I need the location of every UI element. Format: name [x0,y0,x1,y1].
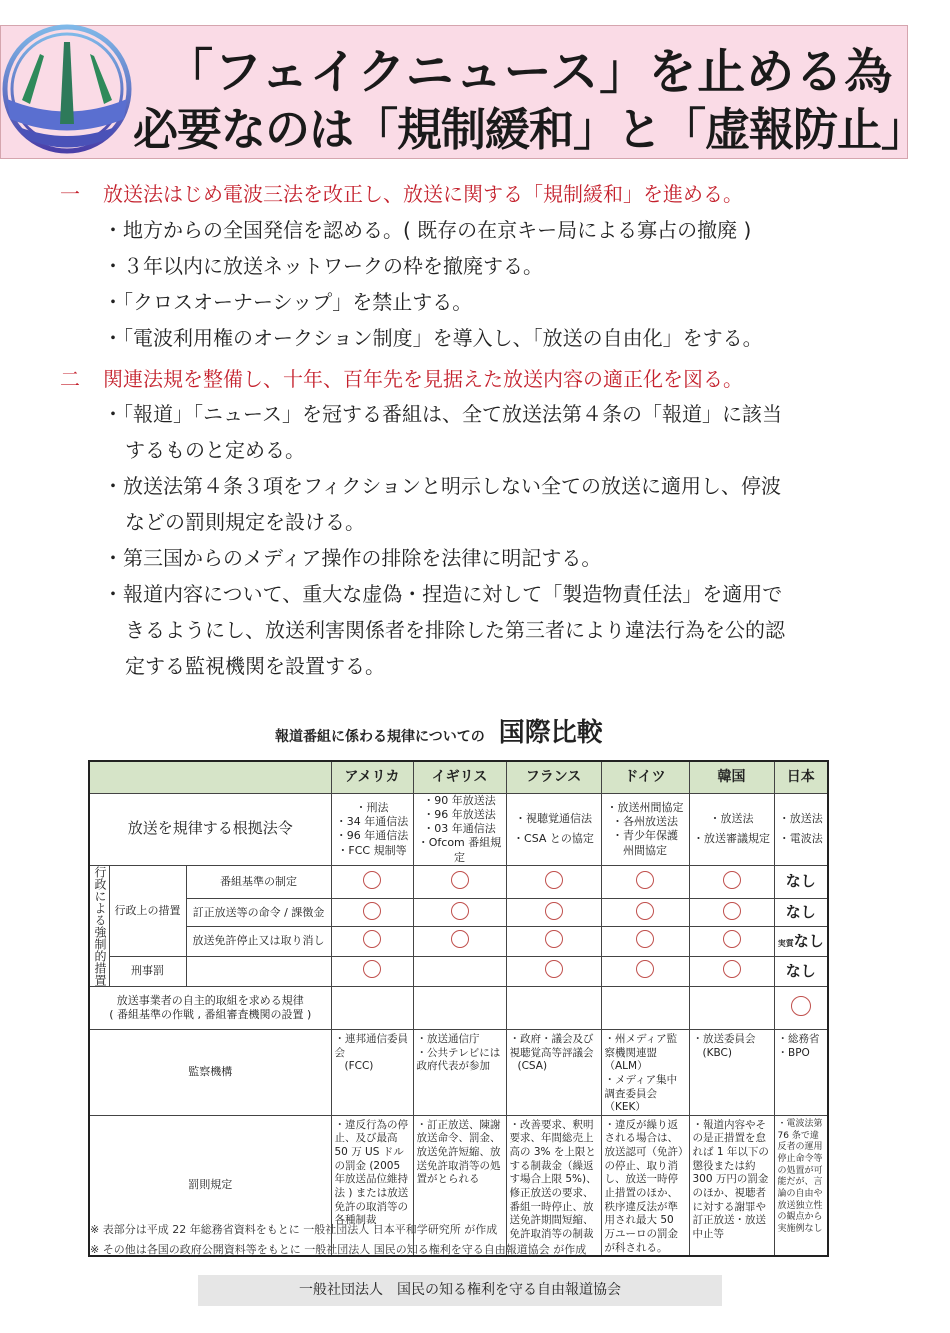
title-line-1: 「フェイクニュース」を止める為 [165,44,894,100]
cell-line: ・連邦通信委員会 [334,1032,408,1059]
circle-mark-icon [545,960,563,978]
list-item: ・地方からの全国発信を認める。( 既存の在京キー局による寡占の撤廃 ) [103,218,752,242]
cell-line: 州間協定 [623,843,667,857]
cell: ・違反行為の停止、及び最高 50 万 US ドルの罰金 (2005 年放送品位維持法 ) または放送免許の取消等の各種制裁 [331,1115,413,1256]
circle-mark-icon [451,871,469,889]
circle-mark-icon [636,960,654,978]
cell-nashi [774,927,828,956]
section-number-1: 一 [60,182,80,206]
group-label: 行政による強制的措置 [89,865,109,986]
cell [413,927,506,956]
cell [774,1029,828,1115]
cell-nashi: なし [774,956,828,986]
row-label: 罰則規定 [89,1115,331,1256]
row-label: 刑事罰 [109,956,186,986]
header-blank [89,761,331,793]
circle-mark-icon [791,996,811,1016]
source-note: ※ その他は各国の政府公開資料等をもとに 一般社団法人 国民の知る権利を守る自由報道協会 が作成 [90,1243,587,1256]
cell-line: ・FCC 規制等 [337,843,407,857]
table-row [89,1029,828,1115]
list-item: ・「クロスオーナーシップ」を禁止する。 [103,290,473,314]
cell-line: ・各州放送法 [612,814,678,828]
circle-mark-icon [363,960,381,978]
circle-mark-icon [545,930,563,948]
cell: ・違反が繰り返される場合は、放送認可（免許）の停止、取り消し、放送一時停止措置のほか、秩序違反法が準用され最大 50 万ユーロの罰金が科される。 [601,1115,689,1256]
circle-mark-icon [723,871,741,889]
cell: ・報道内容やその是正措置を怠れば 1 年以下の懲役または約 300 万円の罰金のほか、視聴者に対する謝罪や訂正放送・放送中止等 [689,1115,774,1256]
list-item: ・「報道」「ニュース」を冠する番組は、全て放送法第４条の「報道」に該当 [103,402,782,426]
row-label: 訂正放送等の命令 / 課徴金 [186,899,331,927]
country-header: 日本 [774,761,828,793]
circle-mark-icon [636,902,654,920]
title-line-2: 必要なのは「規制緩和」と「虚報防止」 [133,103,926,156]
cell [331,865,413,898]
list-item-cont: 定する監視機関を設置する。 [125,654,385,678]
table-row [89,927,828,956]
cell-line: ・メディア集中調査委員会（KEK） [604,1073,678,1114]
cell-nashi: なし [774,865,828,898]
country-header: 韓国 [689,761,774,793]
cell [331,956,413,986]
circle-mark-icon [723,960,741,978]
admin-label: 行政上の措置 [109,865,186,956]
row-label: 放送免許停止又は取り消し [186,927,331,956]
jisshitsu-label: 実質 [777,938,794,948]
cell-line: (FCC) [344,1060,374,1073]
circle-mark-icon [636,930,654,948]
cell-line: ・青少年保護 [612,829,678,843]
law-cell [601,793,689,865]
list-item: ・報道内容について、重大な虚偽・捏造に対して「製造物責任法」を適用で [103,582,783,606]
country-header: ドイツ [601,761,689,793]
source-note: ※ 表部分は平成 22 年総務省資料をもとに 一般社団法人 日本平和学研究所 が作成 [90,1223,498,1236]
nashi-text: なし [793,931,824,950]
cell [601,986,689,1029]
cell-line: ・総務省 [777,1032,820,1045]
circle-mark-icon [636,871,654,889]
cell [413,1029,506,1115]
circle-mark-icon [451,930,469,948]
cell-line: ( 番組基準の作戦 , 番組審査機関の設置 ) [109,1007,312,1021]
cell [689,899,774,927]
circle-mark-icon [545,871,563,889]
cell-line: ・政府・議会及び視聴覚高等評議会 [509,1032,594,1059]
circle-mark-icon [723,902,741,920]
cell [774,986,828,1029]
cell [331,899,413,927]
list-item-cont: などの罰則規定を設ける。 [125,510,365,534]
cell [331,986,413,1029]
cell-line: ・視聴覚通信法 [515,811,592,825]
cell [601,956,689,986]
cell-line: ・CSA との協定 [513,832,594,846]
cell [331,1029,413,1115]
circle-mark-icon [363,902,381,920]
country-header: アメリカ [331,761,413,793]
cell-line: ・34 年通信法 [335,814,409,828]
law-cell [331,793,413,865]
cell-line: (CSA) [517,1060,548,1073]
cell: ・訂正放送、陳謝放送命令、罰金、放送免許短縮、放送免許取消等の処置がとられる [413,1115,506,1256]
cell [413,899,506,927]
circle-mark-icon [723,930,741,948]
cell [186,956,331,986]
cell-line: ・州メディア監察機関連盟（ALM） [604,1032,678,1073]
broadcast-tower-logo-icon [2,24,132,154]
table-row [89,793,828,865]
cell [689,1029,774,1115]
cell-line: ・刑法 [355,800,389,814]
cell-line: ・放送法 [778,811,823,825]
circle-mark-icon [363,930,381,948]
cell-line: ・放送委員会 [692,1032,756,1045]
cell [506,1029,601,1115]
table-row [89,899,828,927]
cell [506,899,601,927]
table-header-row [89,761,828,793]
list-item: ・３年以内に放送ネットワークの枠を撤廃する。 [103,254,543,278]
cell [506,986,601,1029]
cell-line: ・BPO [777,1046,810,1059]
cell [601,927,689,956]
circle-mark-icon [451,902,469,920]
row-label: 監察機構 [89,1029,331,1115]
cell-line: ・放送法 [709,811,754,825]
cell-line: ・放送審議規定 [693,832,770,846]
cell [506,956,601,986]
table-title-small: 報道番組に係わる規律についての [275,729,485,745]
table-title [275,712,603,749]
law-cell [774,793,828,865]
cell [506,865,601,898]
cell [331,927,413,956]
row-label [89,986,331,1029]
cell-line: ・電波法 [778,832,823,846]
cell-line: ・03 年通信法 [423,822,496,836]
cell-line: ・Ofcom 番組規定 [417,836,502,864]
table-title-big: 国際比較 [498,718,603,748]
circle-mark-icon [363,871,381,889]
country-header: フランス [506,761,601,793]
row-label: 番組基準の制定 [186,865,331,898]
comparison-table [88,760,829,1257]
law-cell [413,793,506,865]
country-header: イギリス [413,761,506,793]
section-heading-2: 関連法規を整備し、十年、百年先を見据えた放送内容の適正化を図る。 [103,367,743,391]
section-number-2: 二 [60,367,80,391]
law-cell [506,793,601,865]
circle-mark-icon [545,902,563,920]
cell [689,865,774,898]
cell-line: ・放送州間協定 [606,800,684,814]
footer-organization: 一般社団法人 国民の知る権利を守る自由報道協会 [198,1275,722,1306]
list-item: ・第三国からのメディア操作の排除を法律に明記する。 [103,546,602,570]
cell [689,927,774,956]
cell-line: ・放送通信庁 [416,1032,480,1045]
cell [413,956,506,986]
cell-line: ・96 年通信法 [335,829,409,843]
cell [689,986,774,1029]
cell-nashi: なし [774,899,828,927]
cell-line: ・96 年放送法 [423,807,496,821]
cell [413,986,506,1029]
cell-line: 放送事業者の自主的取組を求める規律 [116,993,304,1007]
cell: ・電波法第 76 条で違反者の運用停止命令等の処置が可能だが、言論の自由や放送独立性の観点から実施例なし [774,1115,828,1256]
cell [601,899,689,927]
cell-line: ・公共テレビには政府代表が参加 [416,1046,501,1073]
cell-line: (KBC) [702,1046,732,1059]
list-item: ・放送法第４条３項をフィクションと明示しない全ての放送に適用し、停波 [103,474,781,498]
cell [689,956,774,986]
cell [601,1029,689,1115]
list-item-cont: するものと定める。 [125,438,305,462]
cell [601,865,689,898]
section-heading-1: 放送法はじめ電波三法を改正し、放送に関する「規制緩和」を進める。 [103,182,743,206]
cell [506,927,601,956]
table-row [89,956,828,986]
cell: ・改善要求、釈明要求、年間総売上高の 3% を上限とする制裁金（繰返す場合上限 5%)、修正放送の要求、番組一時停止、放送免許期間短縮、免許取消等の制裁 [506,1115,601,1256]
cell [413,865,506,898]
table-row [89,986,828,1029]
list-item-cont: きるようにし、放送利害関係者を排除した第三者により違法行為を公的認 [125,618,785,642]
table-row [89,865,828,898]
cell-line: ・90 年放送法 [423,793,496,807]
list-item: ・「電波利用権のオークション制度」を導入し、「放送の自由化」をする。 [103,326,763,350]
law-cell [689,793,774,865]
row-label: 放送を規律する根拠法令 [89,793,331,865]
